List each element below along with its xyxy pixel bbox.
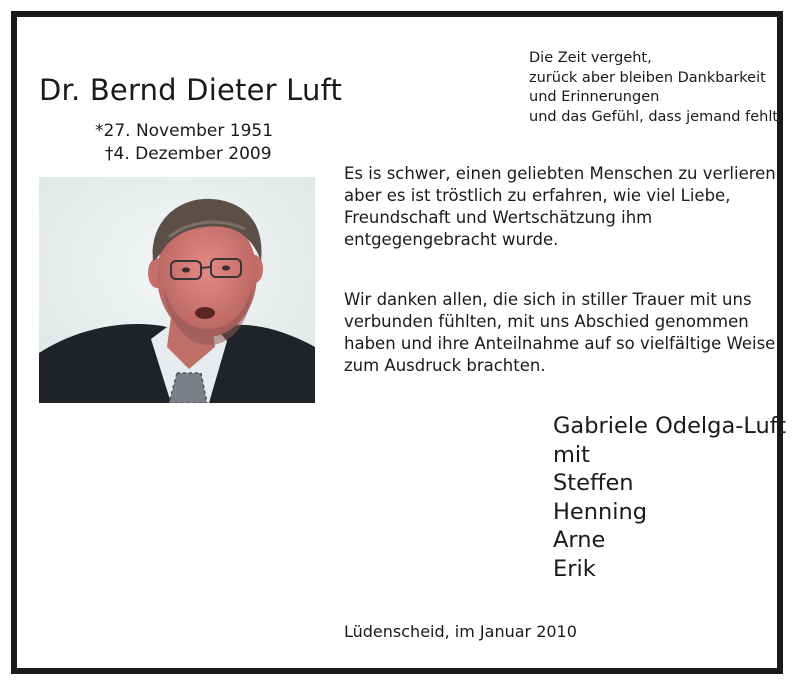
family-member: Henning [553, 498, 648, 525]
place-and-date: Lüdenscheid, im Januar 2010 [344, 622, 577, 641]
condolence-paragraph [344, 163, 781, 251]
paragraph-line: Es is schwer, einen geliebten Menschen zu verlieren, [344, 164, 782, 183]
poem-line: Die Zeit vergeht, [529, 50, 652, 66]
paragraph-line: haben und ihre Anteilnahme auf so vielfältige Weise [344, 334, 776, 353]
paragraph-line: aber es ist tröstlich zu erfahren, wie viel Liebe, [344, 186, 731, 205]
paragraph-line: zum Ausdruck brachten. [344, 356, 546, 375]
paragraph-line: verbunden fühlten, mit uns Abschied genommen [344, 312, 749, 331]
poem-line: zurück aber bleiben Dankbarkeit [529, 69, 766, 86]
poem-line: und das Gefühl, dass jemand fehlt. [529, 108, 783, 125]
paragraph-line: Freundschaft und Wertschätzung ihm [344, 208, 653, 227]
birth-date: *27. November 1951 [95, 121, 274, 141]
family-member: mit [553, 441, 590, 468]
obituary-frame [11, 11, 787, 674]
family-member: Gabriele Odelga-Luft [553, 413, 787, 439]
deceased-name: Dr. Bernd Dieter Luft [39, 73, 343, 107]
portrait-image [39, 177, 315, 403]
poem-line: und Erinnerungen [529, 89, 660, 105]
family-member: Steffen [553, 470, 634, 497]
paragraph-line: entgegengebracht wurde. [344, 230, 559, 249]
family-signature [553, 412, 786, 584]
poem [529, 49, 783, 127]
life-dates [95, 120, 273, 166]
death-date: †4. Dezember 2009 [105, 144, 272, 164]
family-member: Arne [553, 527, 606, 554]
family-member: Erik [553, 555, 596, 582]
paragraph-line: Wir danken allen, die sich in stiller Trauer mit uns [344, 290, 752, 309]
portrait-photo [39, 177, 315, 403]
thanks-paragraph [344, 289, 775, 377]
